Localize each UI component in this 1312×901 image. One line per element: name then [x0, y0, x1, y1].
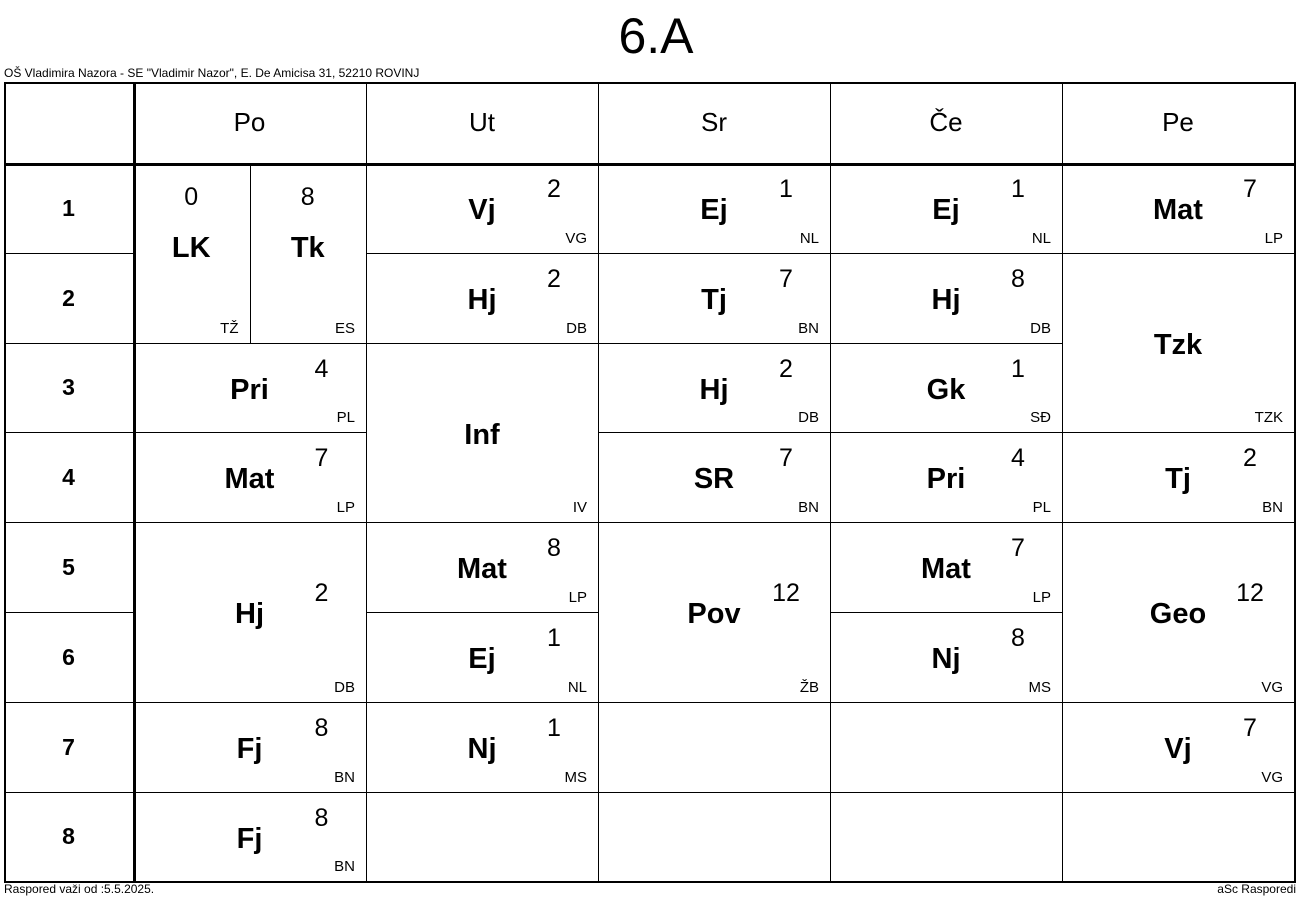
- lesson-cell: [598, 522, 830, 702]
- grid-line: [4, 792, 133, 793]
- grid-border: [4, 163, 1294, 166]
- lesson-cell: [133, 163, 250, 343]
- period-number: 8: [62, 823, 75, 849]
- teacher-code: DB: [1030, 320, 1051, 337]
- subject-abbr: Tk: [290, 232, 325, 264]
- day-header: Pe: [1162, 107, 1194, 137]
- lesson-cell: [830, 612, 1062, 702]
- grid-line: [830, 792, 1062, 793]
- teacher-code: IV: [572, 499, 587, 516]
- grid-line: [4, 253, 133, 254]
- grid-line: [4, 612, 133, 613]
- subject-abbr: Ej: [932, 194, 960, 226]
- subject-abbr: Tj: [701, 284, 727, 316]
- room-number: 2: [779, 354, 793, 383]
- grid-line: [598, 702, 830, 703]
- lesson-cell: [133, 792, 366, 881]
- subject-abbr: Tj: [1165, 463, 1191, 495]
- period-number: 4: [62, 463, 75, 490]
- grid-line: [1062, 792, 1294, 793]
- subject-abbr: Ej: [700, 194, 728, 226]
- lesson-cell: [598, 343, 830, 432]
- teacher-code: TZK: [1254, 409, 1283, 426]
- grid-line: [830, 702, 1062, 703]
- teacher-code: ES: [334, 320, 355, 337]
- grid-line: [366, 792, 598, 793]
- lesson-cell: [830, 343, 1062, 432]
- teacher-code: LP: [568, 589, 587, 606]
- lesson-cell: [598, 253, 830, 343]
- subject-abbr: LK: [171, 232, 211, 264]
- lesson-cell: [250, 163, 367, 343]
- grid-line: [4, 522, 133, 523]
- day-header: Ut: [469, 107, 495, 137]
- lesson-cell: [366, 253, 598, 343]
- room-number: 7: [779, 444, 793, 472]
- subject-abbr: Pri: [926, 463, 966, 495]
- room-number: 1: [547, 714, 561, 742]
- subject-abbr: Mat: [1153, 194, 1203, 226]
- room-number: 7: [314, 444, 329, 472]
- grid-line: [133, 432, 366, 433]
- teacher-code: PL: [1032, 499, 1051, 516]
- room-number: 12: [772, 579, 800, 607]
- lesson-cell: [366, 522, 598, 612]
- subject-abbr: Nj: [931, 643, 961, 675]
- lesson-cell: [133, 343, 366, 432]
- day-header: Po: [233, 107, 266, 137]
- grid-line: [598, 792, 830, 793]
- room-number: 8: [547, 534, 561, 562]
- teacher-code: ŽB: [799, 679, 819, 696]
- grid-line: [1062, 522, 1294, 523]
- teacher-code: TŽ: [220, 320, 239, 337]
- grid-line: [366, 343, 598, 344]
- teacher-code: LP: [336, 499, 355, 516]
- room-number: 7: [1243, 714, 1257, 742]
- lesson-cell: [830, 253, 1062, 343]
- teacher-code: PL: [336, 409, 355, 426]
- grid-line: [4, 343, 133, 344]
- grid-line: [830, 612, 1062, 613]
- grid-border: [1294, 82, 1296, 883]
- subject-abbr: Inf: [464, 418, 500, 451]
- teacher-code: DB: [798, 409, 819, 426]
- subject-abbr: Mat: [224, 463, 275, 495]
- teacher-code: DB: [566, 320, 587, 337]
- room-number: 2: [547, 265, 561, 293]
- teacher-code: BN: [798, 320, 819, 337]
- subject-abbr: Fj: [236, 822, 263, 855]
- lesson-cell: [830, 163, 1062, 253]
- grid-line: [1062, 432, 1294, 433]
- subject-abbr: Hj: [699, 373, 729, 406]
- subject-abbr: Pov: [687, 598, 741, 630]
- lesson-cell: [598, 163, 830, 253]
- teacher-code: LP: [1032, 589, 1051, 606]
- room-number: 1: [779, 175, 793, 203]
- grid-line: [366, 82, 367, 881]
- grid-line: [133, 702, 366, 703]
- lesson-cell: [366, 702, 598, 792]
- grid-border: [4, 881, 1296, 883]
- grid-line: [830, 432, 1062, 433]
- room-number: 1: [1011, 175, 1025, 203]
- grid-line: [830, 522, 1062, 523]
- lesson-cell: [366, 612, 598, 702]
- room-number: 12: [1236, 579, 1264, 607]
- room-number: 0: [184, 183, 199, 211]
- teacher-code: BN: [334, 858, 355, 875]
- grid-line: [830, 82, 831, 881]
- teacher-code: VG: [565, 230, 587, 247]
- grid-line: [830, 253, 1062, 254]
- grid-line: [1062, 82, 1063, 881]
- valid-from-note: Raspored važi od :5.5.2025.: [4, 882, 155, 896]
- subject-abbr: SR: [693, 463, 735, 495]
- room-number: 8: [300, 183, 315, 211]
- period-number: 7: [62, 733, 75, 760]
- school-info: OŠ Vladimira Nazora - SE "Vladimir Nazor", E. De Amicisa 31, 52210 ROVINJ: [4, 66, 420, 80]
- room-number: 1: [1011, 354, 1025, 383]
- grid-border: [4, 82, 6, 883]
- lesson-cell: [366, 343, 598, 522]
- grid-line: [250, 163, 251, 343]
- subject-abbr: Fj: [236, 733, 263, 765]
- subject-abbr: Tzk: [1153, 328, 1203, 361]
- grid-line: [598, 522, 830, 523]
- grid-line: [133, 522, 366, 523]
- teacher-code: VG: [1261, 769, 1283, 786]
- grid-border: [133, 82, 136, 881]
- lesson-cell: [1062, 702, 1294, 792]
- grid-line: [366, 702, 598, 703]
- lesson-cell: [133, 432, 366, 522]
- lesson-cell: [830, 432, 1062, 522]
- subject-abbr: Mat: [457, 553, 507, 585]
- teacher-code: SĐ: [1030, 409, 1051, 426]
- subject-abbr: Nj: [467, 733, 497, 765]
- period-number: 6: [62, 643, 75, 670]
- grid-line: [133, 792, 366, 793]
- room-number: 2: [547, 175, 561, 203]
- room-number: 7: [1011, 534, 1025, 562]
- teacher-code: MS: [564, 769, 587, 786]
- period-number: 5: [62, 553, 75, 580]
- grid-line: [598, 253, 830, 254]
- room-number: 4: [314, 354, 329, 383]
- teacher-code: LP: [1264, 230, 1283, 247]
- grid-line: [598, 432, 830, 433]
- room-number: 7: [779, 265, 793, 293]
- grid-line: [598, 82, 599, 881]
- grid-line: [133, 343, 366, 344]
- subject-abbr: Mat: [921, 553, 971, 585]
- subject-abbr: Pri: [230, 373, 269, 406]
- grid-line: [598, 343, 830, 344]
- room-number: 8: [314, 803, 329, 832]
- grid-line: [4, 702, 133, 703]
- lesson-cell: [133, 702, 366, 792]
- grid-line: [1062, 702, 1294, 703]
- teacher-code: MS: [1028, 679, 1051, 696]
- period-number: 2: [62, 284, 75, 311]
- grid-line: [1062, 253, 1294, 254]
- software-credit: aSc Rasporedi: [1217, 882, 1296, 896]
- teacher-code: BN: [1262, 499, 1283, 516]
- day-header: Če: [929, 107, 963, 137]
- subject-abbr: Geo: [1149, 598, 1207, 630]
- grid-border: [4, 82, 1296, 84]
- teacher-code: NL: [799, 230, 819, 247]
- lesson-cell: [830, 522, 1062, 612]
- lesson-cell: [1062, 432, 1294, 522]
- room-number: 2: [1243, 444, 1257, 472]
- subject-abbr: Ej: [468, 643, 496, 675]
- subject-abbr: Gk: [926, 373, 966, 406]
- grid-line: [366, 253, 598, 254]
- teacher-code: NL: [1031, 230, 1051, 247]
- room-number: 8: [1011, 265, 1025, 293]
- day-header: Sr: [701, 107, 727, 137]
- room-number: 4: [1011, 444, 1025, 472]
- period-number: 1: [62, 194, 75, 221]
- teacher-code: BN: [334, 769, 355, 786]
- class-title: 6.A: [618, 8, 694, 64]
- room-number: 8: [1011, 624, 1025, 652]
- lesson-cell: [598, 432, 830, 522]
- subject-abbr: Vj: [1164, 733, 1192, 765]
- teacher-code: VG: [1261, 679, 1283, 696]
- period-number: 3: [62, 374, 75, 400]
- room-number: 1: [547, 624, 561, 652]
- lesson-cell: [1062, 163, 1294, 253]
- grid-line: [366, 522, 598, 523]
- room-number: 8: [314, 714, 329, 742]
- teacher-code: BN: [798, 499, 819, 516]
- grid-line: [366, 612, 598, 613]
- subject-abbr: Hj: [235, 598, 264, 630]
- lesson-cell: [1062, 522, 1294, 702]
- lesson-cell: [366, 163, 598, 253]
- lesson-cell: [1062, 253, 1294, 432]
- grid-line: [4, 432, 133, 433]
- lesson-cell: [133, 522, 366, 702]
- teacher-code: DB: [334, 679, 355, 696]
- subject-abbr: Vj: [468, 194, 496, 226]
- subject-abbr: Hj: [467, 284, 497, 316]
- grid-line: [830, 343, 1062, 344]
- teacher-code: NL: [567, 679, 587, 696]
- subject-abbr: Hj: [931, 284, 961, 316]
- room-number: 2: [314, 579, 329, 607]
- room-number: 7: [1243, 175, 1257, 203]
